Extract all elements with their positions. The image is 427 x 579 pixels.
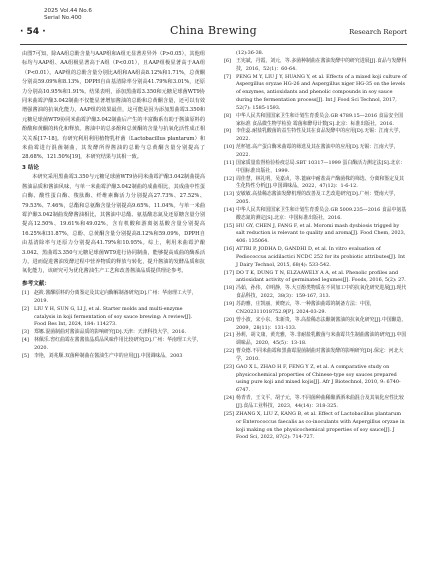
reference-text: ATTRI P, JODHA D, GANDHI D, et al. In vitro evaluation of Pediococcus acidilactici NCDC 252 for its probiotic attributes[J]. Int J Dairy Technol, 2015, 68(4): 533-542. [236, 246, 406, 268]
reference-text: 杨青青，王文平，胡子元，等.不同菌种曲稀酿酒酒米曲混合及其氧化应性比较[J].食品工业科技，2023，44(14)：318-325. [236, 395, 404, 409]
journal-name: China Brewing [170, 24, 257, 37]
reference-number: [14] [224, 206, 235, 213]
reference-number: [2] [22, 305, 29, 312]
reference-text: 冯茹，孙伟，卓明静，等.大豆酚类物质在不同加工中的抗氧化研究进展[J].现代食品科技，2022，38(3)：159-167, 313. [236, 285, 407, 300]
reference-item [22, 290, 205, 306]
reference-text: 孙莉，胡文康，黄光雅，等.非耐盐乳酸菌与米曲霉共生制曲酱油的研究[J].中国调味品，2020，45(5)：13-18. [236, 332, 407, 347]
reference-text: ZHANG X, LIU Z, KANG B, et al. Effect of Lactobacillus plantarum or Enterococcus faecalis as co-inoculants with Aspergillus oryzae in koji making on the physicochemical properties of soy sauce[J]. J Food Sci, 2022, 87(2): 714-727. [236, 410, 405, 441]
reference-item [224, 301, 407, 317]
reference-number [224, 50, 236, 58]
reference-item [224, 58, 407, 74]
reference-text: 国家质量监督检验检疫总局.SBT 10317—1999 蛋白酶活力测定法[S].北京：中国标准出版社，1999. [236, 159, 405, 174]
reference-number: [9] [224, 128, 231, 135]
reference-text: 李佳蕊.耐盐乳酸菌的益生特性及其在食品发酵中的应用[D].无锡：江南大学，2022. [236, 128, 404, 143]
reference-number: [20] [224, 316, 235, 323]
reference-item [224, 50, 407, 58]
reference-item [224, 128, 407, 144]
reference-text: GAO X L, ZHAO H F, FENG Y Z, et al. A comparative study on physicochemical properties of Chinese-type soy sauces prepared using pure koji and mixed kojis[J]. Afr J Biotechnol, 2010, 9: 6740-6747. [236, 363, 401, 394]
reference-item [22, 329, 205, 337]
reference-item [22, 306, 205, 329]
reference-text: LIU Y H, SUN G, LI J, et al. Starter molds and multi-enzyme catalysis in koji fermentation of soy sauce brewing: A review[J]. Food Res Int, 2024, 184: 114273. [34, 305, 193, 328]
reference-text: (12):36-38. [236, 50, 264, 56]
reference-text: 范杯旭.高产蛋白酶米曲霉的筛选及其在酱油中的应用[D].无锡：江南大学，2022. [236, 144, 399, 158]
reference-item [224, 176, 407, 192]
section-heading: 3 结论 [22, 164, 40, 171]
reference-item [224, 144, 407, 160]
conclusion-paragraph: 本研究采用黑曲霉3.350与元糖足球菌WT9协同米曲霉沪酿3.042制曲提高酱油品质和酱油风味，与单一米曲霉沪酿3.042制曲的成曲相比，其成曲中性蛋白酶、酸性蛋白酶、羧肽酶、纤维素酶活力分别提高27.73%、27.52%、79.53%、7.46%，总酯和总氨酶含量分别提高9.65%、11.04%。与单一米曲霉沪酿3.042制曲发酵酱油相比，其酱油中总酯、氨基酸态氮及还原糖含量分别提高12.50%、19.61%和49.02%，含有机酸和游离氨基酸含量分别提高16.25%和31.87%，总酚、总黄酮含量分别提高8.12%和59.09%，DPPH自由基清除率与还原力分别提高41.79%和10.95%。综上，利用米曲霉沪酿3.042、黑曲霉3.350与元糖足球菌WT9进行协同制曲，能够提高成曲的酶系活力，进而促进酱油发酵过程中营养物质的释放与转化，提升酱油的发酵品质和抗氧化能力，该研究可为优化酱油生产工艺和改善酱油品质提供理论参考。 [22, 174, 205, 275]
reference-number: [11] [224, 159, 235, 166]
reference-number: [22] [224, 348, 235, 355]
serial-line: Serial No.400 [44, 15, 82, 21]
reference-item [224, 207, 407, 223]
reference-number: [8] [224, 112, 231, 119]
reference-text: 周佳慧，林礼明，吴嘉贞，等.蓖麻中耐盐高产酶菌株的筛选、分离和鉴定及其生化特性分析[J].中国调味品，2022，47(12)：1-6-12. [236, 175, 404, 190]
reference-item [224, 348, 407, 364]
reference-list-right [224, 50, 407, 442]
reference-number: [6] [224, 57, 231, 64]
page-header [20, 8, 407, 44]
reference-item [22, 353, 205, 361]
references-title: 参考文献： [22, 280, 50, 287]
reference-item [224, 364, 407, 395]
page-number: · 54 · [20, 27, 46, 37]
reference-text: PENG M Y, LIU J Y, HUANG Y, et al. Effects of a mixed koji culture of Aspergillus oryzae HG-26 and Aspergillus niger HG-35 on the levels of enzymes, antioxidants and phenolic compounds in soy sauce during the fermentation process[J]. Int J Food Sci Technol, 2017, 52(7): 1585-1593. [236, 73, 407, 111]
reference-number: [5] [22, 352, 29, 359]
reference-text: 王宪斌，丹霞，刘元，等.多菌种制曲在酱油发酵中的研究进展[J].食品与发酵科技，2016，52(1)：60-64. [236, 57, 407, 72]
reference-item [224, 113, 407, 129]
reference-number: [15] [224, 222, 235, 229]
reference-number: [4] [22, 336, 29, 343]
reference-text: 赵筱.酱醪原料的分离鉴定及其定向酶解制备研究[D].广州：华南理工大学，2019. [34, 290, 197, 304]
reference-item [224, 317, 407, 333]
reference-number: [24] [224, 395, 235, 402]
reference-item [224, 223, 407, 247]
reference-number: [21] [224, 332, 235, 339]
reference-text: DO T K, DUNG T N, ELZAAWELY A A, et al. Phenolic profiles and antioxidant activity of germinated legumes[J]. Foods, 2016, 5(2): 27. [236, 269, 406, 284]
issue-info [44, 8, 92, 22]
reference-number: [25] [224, 410, 235, 417]
volume-line: 2025 Vol.44 No.6 [44, 8, 92, 14]
reference-number: [3] [22, 329, 29, 336]
reference-item [224, 160, 407, 176]
reference-item [224, 411, 407, 442]
right-column [224, 50, 407, 442]
reference-number: [16] [224, 246, 235, 253]
header-rule [20, 44, 407, 45]
reference-text: 林佩乐.窖红曲霉在酱酱盐晶质品风味作用比较研究[D].广州：华南理工大学，2020. [34, 336, 202, 351]
left-column [22, 50, 205, 360]
reference-item [224, 270, 407, 286]
reference-text: 曹众德.不同米曲霉和黑曲霉混菌制曲对酱油发酵的影响研究[D].保定：河北大学，2010. [236, 348, 404, 362]
reference-text: 安敏敏.高盐稀态酱油发酵机理的改善及工艺改进研究[D].广州：暨南大学，2005. [236, 191, 399, 206]
reference-number: [7] [224, 73, 231, 80]
reference-item [224, 74, 407, 113]
reference-text: 中华人民共和国国家卫生和计划生育委员会.GB 4789.15—2016 食品安全国家标准 食品微生物学检验 霉菌和酵母计数[S].北京：标准出版社，2016. [236, 112, 404, 127]
reference-item [224, 332, 407, 348]
reference-number: [1] [22, 290, 29, 297]
reference-item [224, 246, 407, 270]
reference-number: [23] [224, 363, 235, 370]
reference-text: 苏韵雅，庄凯丽，黄晓云，等.一种酱油曲霉的制备方法：中国，CN202311018752.9[P]. 2024-03-29. [236, 301, 375, 315]
results-paragraph: 由图7可知，除AA组总酚含量与AAP组和A组无显著差异外（P>0.05），其他组标均与AAP组、AA组极显著高于A组（P<0.01），且AAP组极显著高于AA组（P<0.01）。AAP组的总酚含量分别比A组和AA组高8.12%和1.71%，总黄酮分别高59.09%和8.13%，DPPH自由基清除率分别高41.79%和3.01%，还原力分别高10.95%和1.91%。结果表明，添加黑曲霉3.350和元糖足球菌WT9协同米曲霉沪酿3.042制曲不仅能显著增加酱油的总酚和总黄酮含量，还可以有效增强酱油的抗氧化能力，AAP组的效果最佳，这可能是因为添加黑曲霉3.350和元糖足球菌WT9协同米曲霉沪酿3.042制曲后产生的丰富酶系有助于酱油原料的酚酸和黄酮的转化和释放。酱油中的总多酚和总黄酮的含量与抗氧化活性成正相关关系[17-18]。有研究利用利用植物乳杆菌（Lactobacillus plantarum）和米曲霉进行混菌制曲，其发酵所得酱油的总酚与总黄酮含量分别提高了28.68%、121.50%[19]，本研究结果与其相一致。 [22, 51, 205, 161]
reference-item [224, 395, 407, 411]
reference-number: [13] [224, 191, 235, 198]
reference-text: 曾小波，宋小东，朱新贵，等.高盐稀态法酿制酱油的抗氧化研究[J].中国酿造，2009，28(11)：131-133. [236, 316, 407, 331]
section-tag: Research Report [349, 28, 407, 36]
reference-item [22, 337, 205, 353]
reference-item [224, 285, 407, 301]
reference-list-left [22, 290, 205, 360]
reference-text: HU GY, CHEN J, FANG F, et al. Moromi mash dysbiosis trigged by salt reduction is relevant to quality and aroma[J]. Food Chem, 2023, 406: 135064. [236, 222, 406, 245]
reference-number: [17] [224, 269, 235, 276]
reference-number: [10] [224, 144, 235, 151]
reference-number: [18] [224, 285, 235, 292]
reference-item [224, 191, 407, 207]
reference-number: [12] [224, 175, 235, 182]
reference-number: [19] [224, 301, 235, 307]
reference-text: 中华人民共和国国家卫生和计划生育委员会.GB 5009.235—2016 食品中氨基酸态氮的测定[S].北京：中国标准出版社，2016. [236, 206, 407, 221]
reference-text: 李艳，刘兆顺.双菌种制曲在酱油生产中的应用[J].中国调味品，2003 [34, 352, 183, 359]
reference-text: 郑娜.混菌制曲对酱油品质的影响研究[D].天津：天津科技大学，2016. [34, 329, 187, 336]
